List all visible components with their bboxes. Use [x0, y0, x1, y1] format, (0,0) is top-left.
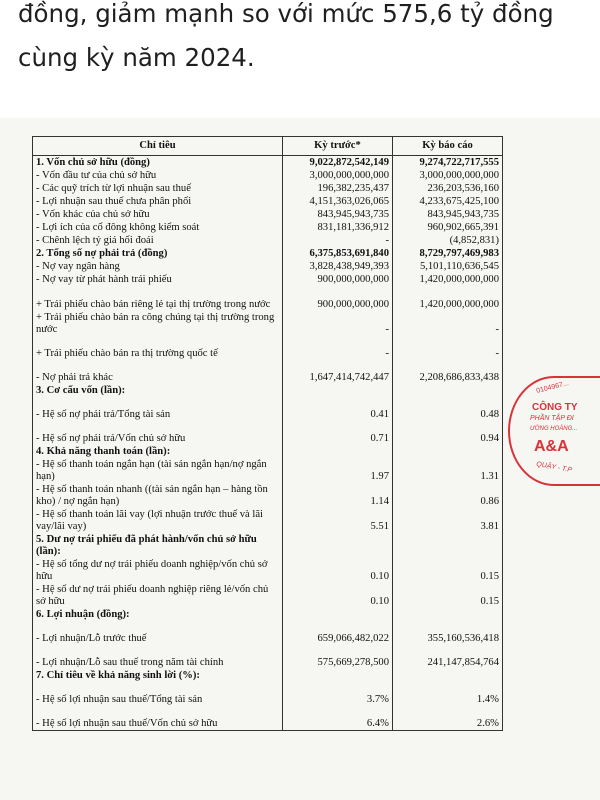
row-label: - Hệ số thanh toán ngắn hạn (tài sản ngắn hạn/nợ ngắn hạn) [33, 458, 283, 483]
row-prev-value: 0.41 [283, 397, 393, 421]
table-row [33, 234, 503, 247]
row-prev-value: 0.10 [283, 583, 393, 608]
row-curr-value: 4,233,675,425,100 [393, 195, 503, 208]
row-label: - Nợ phải trả khác [33, 360, 283, 384]
row-curr-value: 1.31 [393, 458, 503, 483]
row-prev-value: - [283, 311, 393, 336]
row-curr-value [393, 533, 503, 558]
article-line-2: cùng kỳ năm 2024. [18, 43, 255, 72]
row-prev-value: 3,828,438,949,393 [283, 260, 393, 273]
table-section-row [33, 384, 503, 397]
seal-text: QUẬY - T.P [535, 460, 573, 475]
row-prev-value [283, 445, 393, 458]
table-row [33, 286, 503, 311]
row-curr-value: 843,945,943,735 [393, 208, 503, 221]
row-label: + Trái phiếu chào bán ra thị trường quốc tế [33, 336, 283, 360]
table-row [33, 421, 503, 445]
row-curr-value: 2,208,686,833,438 [393, 360, 503, 384]
row-label: - Hệ số nợ phải trả/Vốn chủ sở hữu [33, 421, 283, 445]
row-prev-value: - [283, 234, 393, 247]
seal-text: CÔNG TY [532, 402, 578, 413]
row-curr-value [393, 669, 503, 682]
row-label: 2. Tổng số nợ phải trả (đồng) [33, 247, 283, 260]
row-label: - Hệ số dư nợ trái phiếu doanh nghiệp riêng lẻ/vốn chủ sở hữu [33, 583, 283, 608]
row-curr-value [393, 608, 503, 621]
table-row [33, 195, 503, 208]
row-prev-value: 0.71 [283, 421, 393, 445]
row-label: - Lợi nhuận/Lỗ sau thuế trong năm tài chính [33, 645, 283, 669]
row-label: - Nợ vay từ phát hành trái phiếu [33, 273, 283, 286]
header-ky-bao-cao: Kỳ báo cáo [393, 137, 503, 156]
row-prev-value: 9,022,872,542,149 [283, 156, 393, 170]
row-label: - Chênh lệch tỷ giá hối đoái [33, 234, 283, 247]
row-label: - Nợ vay ngân hàng [33, 260, 283, 273]
row-label: 5. Dư nợ trái phiếu đã phát hành/vốn chủ sở hữu (lần): [33, 533, 283, 558]
table-row [33, 508, 503, 533]
row-label: 3. Cơ cấu vốn (lần): [33, 384, 283, 397]
row-prev-value: 5.51 [283, 508, 393, 533]
row-label: - Các quỹ trích từ lợi nhuận sau thuế [33, 182, 283, 195]
row-curr-value: 5,101,110,636,545 [393, 260, 503, 273]
row-curr-value [393, 384, 503, 397]
row-curr-value: 355,160,536,418 [393, 621, 503, 645]
row-label: - Vốn khác của chủ sở hữu [33, 208, 283, 221]
table-section-row [33, 533, 503, 558]
table-row [33, 558, 503, 583]
row-curr-value: 3.81 [393, 508, 503, 533]
table-row [33, 621, 503, 645]
table-row [33, 208, 503, 221]
table-row [33, 483, 503, 508]
table-row [33, 360, 503, 384]
table-row [33, 706, 503, 731]
row-prev-value: 1.14 [283, 483, 393, 508]
row-label: - Hệ số tổng dư nợ trái phiếu doanh nghiệp/vốn chủ sở hữu [33, 558, 283, 583]
table-row [33, 397, 503, 421]
row-prev-value [283, 669, 393, 682]
header-chi-tieu: Chỉ tiêu [33, 137, 283, 156]
row-curr-value: 0.15 [393, 558, 503, 583]
row-prev-value: 659,066,482,022 [283, 621, 393, 645]
row-prev-value: 196,382,235,437 [283, 182, 393, 195]
row-label: - Vốn đầu tư của chủ sở hữu [33, 169, 283, 182]
row-prev-value: 900,000,000,000 [283, 286, 393, 311]
row-prev-value: 1.97 [283, 458, 393, 483]
table-header-row [33, 137, 503, 156]
row-prev-value: 831,181,336,912 [283, 221, 393, 234]
table-row [33, 682, 503, 706]
row-prev-value: 575,669,278,500 [283, 645, 393, 669]
table-section-row [33, 247, 503, 260]
row-label: - Hệ số nợ phải trả/Tổng tài sản [33, 397, 283, 421]
table-row [33, 182, 503, 195]
financial-report-image [0, 118, 600, 800]
row-curr-value: 236,203,536,160 [393, 182, 503, 195]
row-prev-value: 3,000,000,000,000 [283, 169, 393, 182]
row-label: 4. Khả năng thanh toán (lần): [33, 445, 283, 458]
row-label: - Hệ số thanh toán lãi vay (lợi nhuận trước thuế và lãi vay/lãi vay) [33, 508, 283, 533]
table-row [33, 458, 503, 483]
row-curr-value [393, 445, 503, 458]
table-row [33, 169, 503, 182]
row-prev-value: 6,375,853,691,840 [283, 247, 393, 260]
row-curr-value: 0.15 [393, 583, 503, 608]
row-curr-value: 0.48 [393, 397, 503, 421]
seal-text: A&A [534, 438, 569, 455]
row-curr-value: 2.6% [393, 706, 503, 731]
row-label: 7. Chỉ tiêu về khả năng sinh lời (%): [33, 669, 283, 682]
row-label: - Lợi nhuận/Lỗ trước thuế [33, 621, 283, 645]
company-seal-stamp [508, 376, 600, 486]
row-label: + Trái phiếu chào bán ra công chúng tại thị trường trong nước [33, 311, 283, 336]
row-prev-value: - [283, 336, 393, 360]
table-section-row [33, 445, 503, 458]
row-prev-value: 900,000,000,000 [283, 273, 393, 286]
row-prev-value [283, 384, 393, 397]
row-prev-value: 1,647,414,742,447 [283, 360, 393, 384]
row-curr-value: 9,274,722,717,555 [393, 156, 503, 170]
financial-table [32, 136, 503, 731]
header-ky-truoc: Kỳ trước* [283, 137, 393, 156]
table-section-row [33, 608, 503, 621]
row-label: + Trái phiếu chào bán riêng lẻ tại thị trường trong nước [33, 286, 283, 311]
row-curr-value: 1,420,000,000,000 [393, 273, 503, 286]
seal-text: PHẦN TẬP ĐI [530, 415, 574, 422]
row-label: 6. Lợi nhuận (đồng): [33, 608, 283, 621]
row-prev-value: 0.10 [283, 558, 393, 583]
table-section-row [33, 156, 503, 170]
row-label: - Lợi ích của cổ đông không kiểm soát [33, 221, 283, 234]
row-curr-value: (4,852,831) [393, 234, 503, 247]
table-row [33, 645, 503, 669]
row-label: 1. Vốn chủ sở hữu (đồng) [33, 156, 283, 170]
row-curr-value: 0.94 [393, 421, 503, 445]
row-label: - Hệ số thanh toán nhanh ((tài sản ngắn hạn – hàng tồn kho) / nợ ngắn hạn) [33, 483, 283, 508]
article-text [18, 0, 588, 80]
row-prev-value: 4,151,363,026,065 [283, 195, 393, 208]
row-prev-value [283, 533, 393, 558]
table-row [33, 336, 503, 360]
seal-text: ƯỜNG HOÀNG... [530, 426, 578, 432]
row-label: - Lợi nhuận sau thuế chưa phân phối [33, 195, 283, 208]
row-curr-value: 241,147,854,764 [393, 645, 503, 669]
row-prev-value: 843,945,943,735 [283, 208, 393, 221]
table-row [33, 221, 503, 234]
row-curr-value: - [393, 311, 503, 336]
row-prev-value: 3.7% [283, 682, 393, 706]
row-curr-value: - [393, 336, 503, 360]
row-label: - Hệ số lợi nhuận sau thuế/Tổng tài sản [33, 682, 283, 706]
row-curr-value: 1,420,000,000,000 [393, 286, 503, 311]
article-line-1: đồng, giảm mạnh so với mức 575,6 tỷ đồng [18, 0, 554, 28]
table-section-row [33, 669, 503, 682]
row-curr-value: 1.4% [393, 682, 503, 706]
seal-text: 0104967... [535, 380, 570, 395]
row-curr-value: 0.86 [393, 483, 503, 508]
row-prev-value: 6.4% [283, 706, 393, 731]
row-curr-value: 8,729,797,469,983 [393, 247, 503, 260]
row-curr-value: 3,000,000,000,000 [393, 169, 503, 182]
table-row [33, 260, 503, 273]
table-row [33, 583, 503, 608]
table-row [33, 273, 503, 286]
table-row [33, 311, 503, 336]
row-prev-value [283, 608, 393, 621]
row-label: - Hệ số lợi nhuận sau thuế/Vốn chủ sở hữu [33, 706, 283, 731]
row-curr-value: 960,902,665,391 [393, 221, 503, 234]
